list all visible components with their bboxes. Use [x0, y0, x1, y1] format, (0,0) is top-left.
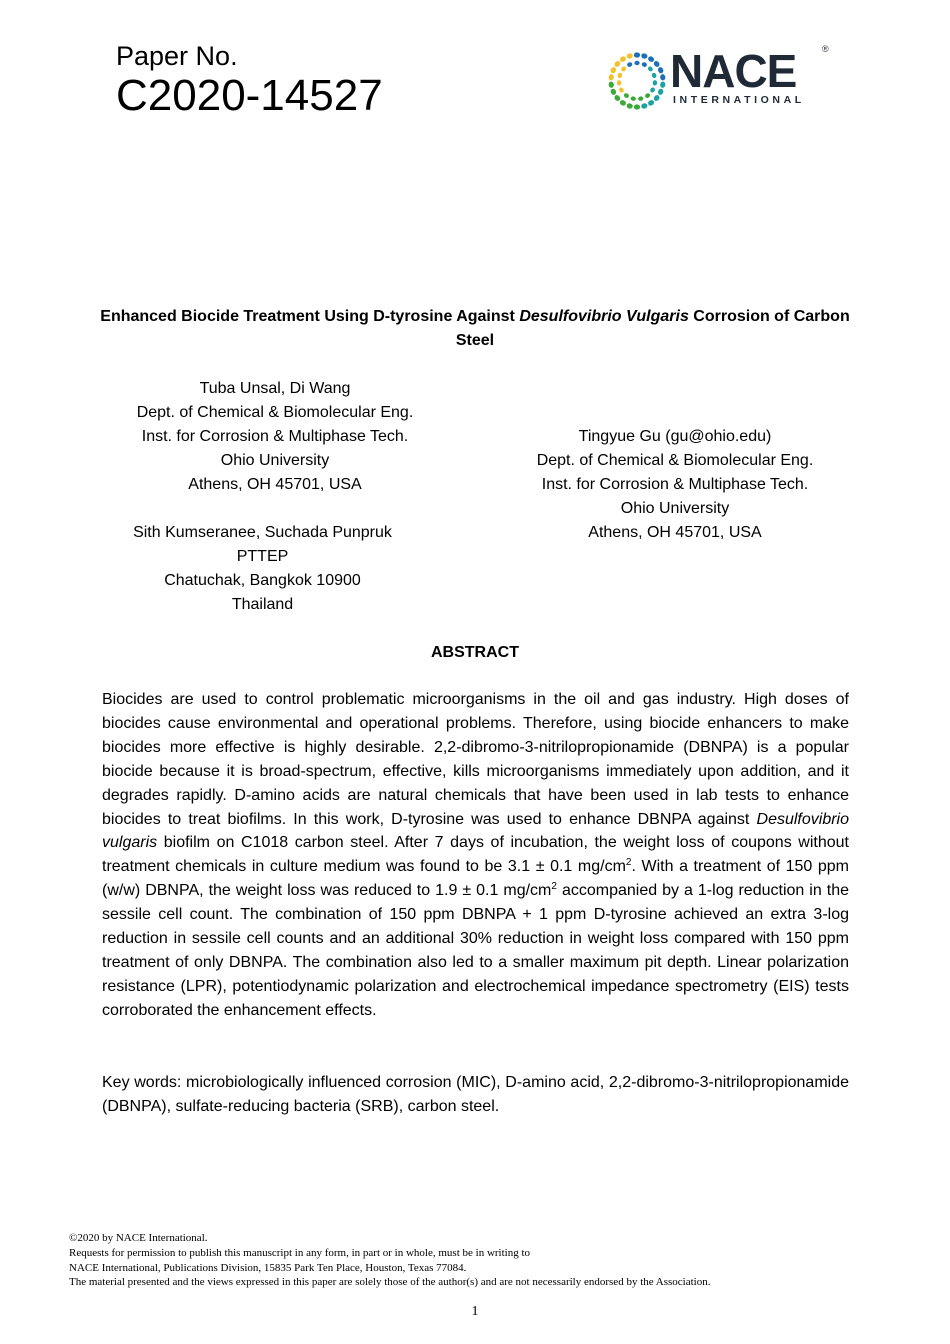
author-institute: Inst. for Corrosion & Multiphase Tech. [541, 476, 809, 493]
logo-dot [657, 88, 664, 96]
abstract-superscript-1: 2 [625, 857, 632, 869]
logo-dot [641, 61, 648, 67]
abstract-text [102, 688, 849, 1023]
author-country: Thailand [231, 596, 294, 613]
keywords: Key words: microbiologically influenced corrosion (MIC), D-amino acid, 2,2-dibromo-3-nitrilopropionamide (DBNPA), sulfate-reducing bacteria (SRB), carbon steel. [102, 1074, 849, 1115]
abstract-superscript-2: 2 [551, 881, 557, 893]
abstract-heading: ABSTRACT [431, 644, 519, 661]
logo-dot [634, 52, 640, 57]
registered-mark: ® [822, 44, 829, 54]
logo-dot [620, 66, 627, 73]
logo-dot [647, 99, 655, 107]
author-city: Athens, OH 45701, USA [188, 476, 362, 493]
author-names: Tuba Unsal, Di Wang [199, 380, 351, 397]
logo-dot [623, 92, 630, 99]
author-organization: PTTEP [236, 548, 289, 565]
author-city: Chatuchak, Bangkok 10900 [164, 572, 361, 589]
logo-dot [613, 60, 621, 68]
logo-dot [653, 94, 661, 102]
author-names: Sith Kumseranee, Suchada Punpruk [133, 524, 392, 541]
logo-dot [608, 81, 614, 88]
footer-copyright: ©2020 by NACE International. [69, 1232, 208, 1244]
logo-dot [634, 104, 640, 109]
logo-dot [653, 60, 661, 68]
logo-dot [610, 88, 617, 96]
logo-wordmark: NACE [670, 45, 797, 97]
abstract-text-c: . With a treatment of 150 ppm (w/w) DBNPA, the weight loss was reduced to 1.9 ± 0.1 mg/cm [102, 858, 850, 900]
author-block-pttep [100, 521, 425, 617]
logo-dot [649, 87, 655, 94]
logo-dot [626, 103, 633, 110]
page-number: 1 [471, 1304, 479, 1319]
footer-permission: Requests for permission to publish this manuscript in any form, in part or in whole, must be in writing to [69, 1246, 531, 1259]
footer [69, 1231, 869, 1290]
abstract-text-a: Biocides are used to control problematic microorganisms in the oil and gas industry. High doses of biocides cause environmental and operational problems. Therefore, using biocide enhancers to make biocides more effective is highly desirable. 2,2-dibromo-3-nitrilopropionamide (DBNPA) is a popular biocide because it is broad-spectrum, effective, kills microorganisms immediately upon addition, and it degrades rapidly. D-amino acids are natural chemicals that have been used in lab tests to enhance biocides to treat biofilms. In this work, D-tyrosine was used to enhance DBNPA against [102, 691, 849, 828]
logo-dot [660, 74, 666, 81]
nace-logo [606, 44, 831, 114]
footer-address: NACE International, Publications Division, 15835 Park Ten Place, Houston, Texas 77084. [69, 1261, 467, 1274]
author-university: Ohio University [220, 452, 330, 469]
logo-dot [617, 80, 622, 86]
author-department: Dept. of Chemical & Biomolecular Eng. [136, 404, 414, 421]
logo-dot [626, 61, 633, 67]
abstract-text-b: biofilm on C1018 carbon steel. After 7 days of incubation, the weight loss of coupons without treatment chemicals in culture medium was found to be 3.1 ± 0.1 mg/cm [102, 834, 849, 876]
logo-dot [647, 66, 654, 73]
paper-number: C2020-14527 [116, 71, 383, 120]
logo-dot [644, 92, 651, 99]
title-species: Desulfovibrio Vulgaris [519, 308, 689, 325]
logo-dot [641, 103, 648, 110]
logo-dot [647, 55, 655, 63]
logo-dot [638, 96, 644, 101]
nace-globe-icon [606, 50, 668, 112]
logo-dot [619, 55, 627, 63]
logo-dot [657, 66, 664, 74]
logo-dot [630, 96, 636, 101]
logo-dot [610, 66, 617, 74]
author-block-ohio-1 [100, 377, 450, 497]
logo-dot [608, 74, 614, 81]
abstract-text-d: accompanied by a 1-log reduction in the sessile cell count. The combination of 150 ppm DBNPA + 1 ppm D-tyrosine achieved an extra 3-log reduction in sessile cell counts and an additional 30% reduction in weight loss compared with 150 ppm treatment of only DBNPA. The combination also led to a smaller maximum pit depth. Linear polarization resistance (LPR), potentiodynamic polarization and electrochemical impedance spectrometry (EIS) tests corroborated the enhancement effects. [102, 882, 849, 1019]
logo-dot [619, 99, 627, 107]
abstract-species: Desulfovibrio vulgaris [102, 810, 849, 852]
logo-dot [651, 72, 657, 78]
logo-dot [626, 53, 633, 60]
author-city: Athens, OH 45701, USA [588, 524, 762, 541]
paper-title [100, 305, 850, 353]
logo-dot [660, 81, 666, 88]
logo-dot [617, 72, 623, 78]
author-department: Dept. of Chemical & Biomolecular Eng. [536, 452, 814, 469]
paper-number-label: Paper No. [116, 41, 238, 71]
logo-dot [618, 87, 624, 94]
author-institute: Inst. for Corrosion & Multiphase Tech. [141, 428, 409, 445]
title-part-2: Corrosion of Carbon Steel [455, 308, 850, 349]
logo-subtitle: INTERNATIONAL [673, 94, 805, 106]
logo-dot [652, 80, 657, 86]
logo-dot [613, 94, 621, 102]
logo-dot [641, 53, 648, 60]
author-university: Ohio University [620, 500, 730, 517]
title-part-1: Enhanced Biocide Treatment Using D-tyrosine Against [100, 308, 520, 325]
author-block-ohio-2 [500, 425, 850, 545]
author-names: Tingyue Gu (gu@ohio.edu) [578, 428, 772, 445]
logo-dot [634, 61, 639, 65]
footer-disclaimer: The material presented and the views expressed in this paper are solely those of the author(s) and are not necessarily endorsed by the Association. [69, 1276, 711, 1289]
